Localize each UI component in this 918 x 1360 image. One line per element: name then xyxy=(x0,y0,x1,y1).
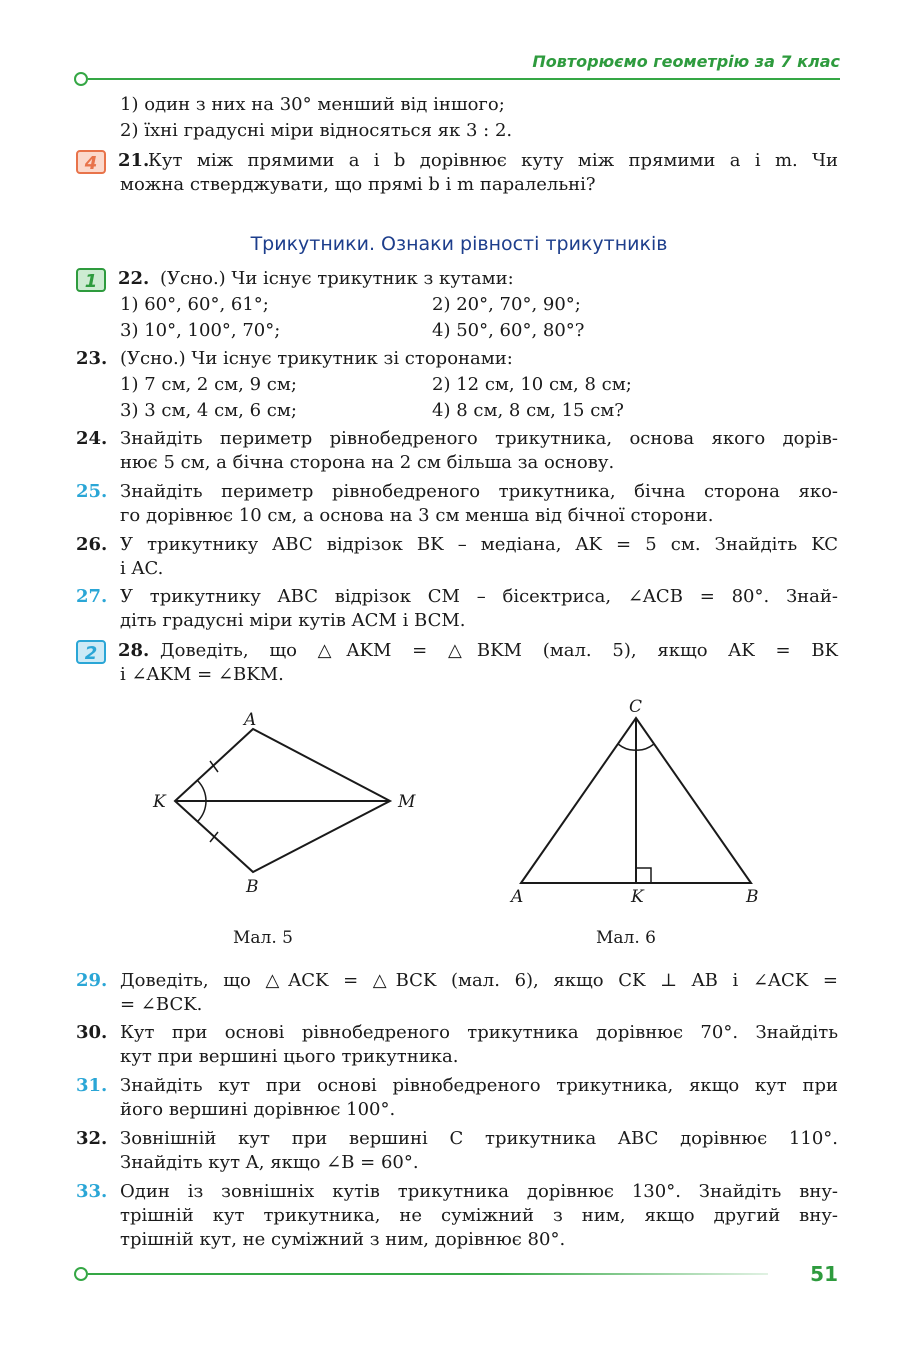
fig6-angle-arc-left xyxy=(618,744,636,750)
problem-32-number: 32. xyxy=(76,1128,108,1149)
problem-28-line-1: Доведіть, що △AKM = △BKM (мал. 5), якщо AK = BK xyxy=(160,640,838,661)
footer-rule xyxy=(88,1273,768,1275)
fig6-right-angle-mark xyxy=(636,868,651,883)
fig6-angle-arc-right xyxy=(636,744,654,750)
fig5-label-m: M xyxy=(398,792,416,812)
level-1-badge: 1 xyxy=(76,268,106,292)
fig6-label-a: A xyxy=(511,887,524,907)
problem-31-number: 31. xyxy=(76,1075,108,1096)
problem-27-line-1: У трикутнику ABC відрізок CM – бісектриса, ∠ACB = 80°. Знай- xyxy=(120,586,838,607)
problem-22-option-3: 3) 10°, 100°, 70°; xyxy=(120,320,281,341)
fig5-label-b: B xyxy=(246,877,259,897)
fig5-label-a: A xyxy=(244,710,257,730)
problem-24-line-1: Знайдіть периметр рівнобедреного трикутника, основа якого дорів- xyxy=(120,428,838,449)
problem-26-line-1: У трикутнику ABC відрізок BK – медіана, AK = 5 см. Знайдіть KC xyxy=(120,534,838,555)
intro-line-2: 2) їхні градусні міри відносяться як 3 : 2. xyxy=(120,120,513,141)
problem-22-option-4: 4) 50°, 60°, 80°? xyxy=(432,320,585,341)
fig6-label-k: K xyxy=(631,887,644,907)
running-header: Повторюємо геометрію за 7 клас xyxy=(532,52,840,71)
page-number: 51 xyxy=(810,1262,838,1286)
header-rule xyxy=(88,78,840,80)
intro-line-1: 1) один з них на 30° менший від іншого; xyxy=(120,94,505,115)
problem-33-line-1: Один із зовнішніх кутів трикутника дорівнює 130°. Знайдіть вну- xyxy=(120,1181,838,1202)
footer-ring-icon xyxy=(74,1267,88,1281)
problem-26-line-2: і AC. xyxy=(120,558,164,579)
problem-31-line-1: Знайдіть кут при основі рівнобедреного трикутника, якщо кут при xyxy=(120,1075,838,1096)
problem-27-number: 27. xyxy=(76,586,108,607)
problem-21-line-2: можна стверджувати, що прямі b і m паралельні? xyxy=(120,174,596,195)
fig6-label-c: C xyxy=(629,697,643,717)
problem-23-option-4: 4) 8 см, 8 см, 15 см? xyxy=(432,400,624,421)
problem-28-line-2: і ∠AKM = ∠BKM. xyxy=(120,664,284,685)
figure-6-caption: Мал. 6 xyxy=(596,928,656,948)
problem-31-line-2: його вершині дорівнює 100°. xyxy=(120,1099,396,1120)
problem-22-option-1: 1) 60°, 60°, 61°; xyxy=(120,294,269,315)
problem-24-line-2: нює 5 см, а бічна сторона на 2 см більша за основу. xyxy=(120,452,615,473)
level-4-badge: 4 xyxy=(76,150,106,174)
problem-33-line-2: трішній кут трикутника, не суміжний з ним, якщо другий вну- xyxy=(120,1205,838,1226)
problem-23-option-3: 3) 3 см, 4 см, 6 см; xyxy=(120,400,297,421)
problem-29-line-2: = ∠BCK. xyxy=(120,994,203,1015)
problem-29-number: 29. xyxy=(76,970,108,991)
problem-33-number: 33. xyxy=(76,1181,108,1202)
figure-5-caption: Мал. 5 xyxy=(233,928,293,948)
fig5-label-k: K xyxy=(153,792,166,812)
problem-25-line-1: Знайдіть периметр рівнобедреного трикутника, бічна сторона яко- xyxy=(120,481,838,502)
problem-27-line-2: діть градусні міри кутів ACM і BCM. xyxy=(120,610,466,631)
problem-30-number: 30. xyxy=(76,1022,108,1043)
problem-21-line-1: Кут між прямими a і b дорівнює куту між прямими a і m. Чи xyxy=(148,150,838,171)
problem-22-number: 22. xyxy=(118,268,150,289)
section-title: Трикутники. Ознаки рівності трикутників xyxy=(250,233,668,255)
fig6-label-b: B xyxy=(746,887,759,907)
problem-25-line-2: го дорівнює 10 см, а основа на 3 см менша від бічної сторони. xyxy=(120,505,714,526)
problem-32-line-1: Зовнішній кут при вершині C трикутника ABC дорівнює 110°. xyxy=(120,1128,838,1149)
problem-30-line-2: кут при вершині цього трикутника. xyxy=(120,1046,459,1067)
fig5-angle-arc-lower xyxy=(198,801,206,821)
problem-26-number: 26. xyxy=(76,534,108,555)
problem-28-number: 28. xyxy=(118,640,150,661)
problem-32-line-2: Знайдіть кут A, якщо ∠B = 60°. xyxy=(120,1152,419,1173)
figure-6-triangle xyxy=(500,690,780,912)
problem-23-line-1: (Усно.) Чи існує трикутник зі сторонами: xyxy=(120,348,513,369)
problem-23-option-1: 1) 7 см, 2 см, 9 см; xyxy=(120,374,297,395)
problem-23-option-2: 2) 12 см, 10 см, 8 см; xyxy=(432,374,632,395)
problem-24-number: 24. xyxy=(76,428,108,449)
problem-22-line-1: (Усно.) Чи існує трикутник з кутами: xyxy=(160,268,514,289)
problem-25-number: 25. xyxy=(76,481,108,502)
problem-30-line-1: Кут при основі рівнобедреного трикутника дорівнює 70°. Знайдіть xyxy=(120,1022,838,1043)
problem-22-option-2: 2) 20°, 70°, 90°; xyxy=(432,294,581,315)
problem-23-number: 23. xyxy=(76,348,108,369)
level-2-badge: 2 xyxy=(76,640,106,664)
problem-33-line-3: трішній кут, не суміжний з ним, дорівнює 80°. xyxy=(120,1229,566,1250)
figure-5-quadrilateral xyxy=(140,700,440,900)
header-ring-icon xyxy=(74,72,88,86)
fig5-angle-arc-upper xyxy=(198,781,206,801)
problem-21-number: 21. xyxy=(118,150,150,171)
problem-29-line-1: Доведіть, що △ACK = △BCK (мал. 6), якщо CK ⊥ AB і ∠ACK = xyxy=(120,970,838,991)
